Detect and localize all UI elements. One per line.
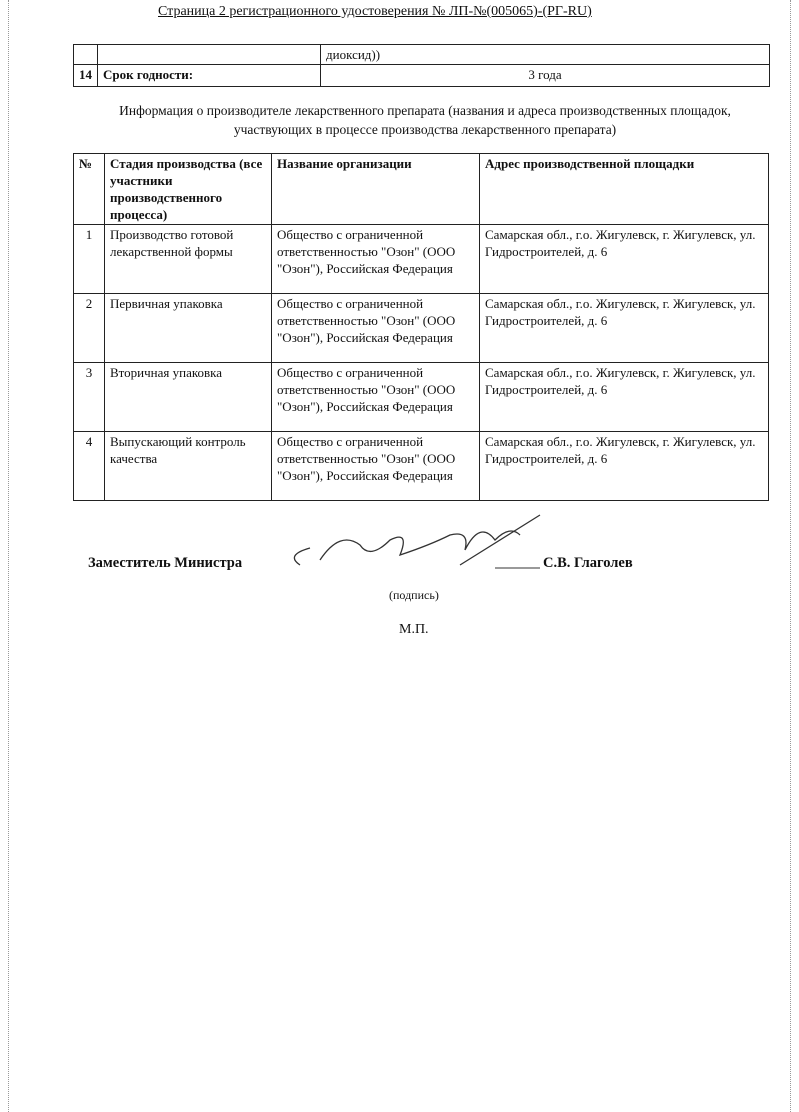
signature-caption: (подпись) bbox=[389, 588, 439, 602]
signatory-name: С.В. Глаголев bbox=[543, 555, 633, 571]
producers-table bbox=[73, 153, 769, 501]
table-row bbox=[74, 225, 769, 294]
production-stage: Производство готовой лекарственной формы bbox=[105, 225, 272, 294]
row-number: 14 bbox=[74, 65, 98, 87]
cell-empty bbox=[74, 45, 98, 65]
scan-edge-right bbox=[790, 0, 793, 1112]
table-row bbox=[74, 294, 769, 363]
site-address: Самарская обл., г.о. Жигулевск, г. Жигулевск, ул. Гидростроителей, д. 6 bbox=[480, 225, 769, 294]
site-address: Самарская обл., г.о. Жигулевск, г. Жигулевск, ул. Гидростроителей, д. 6 bbox=[480, 432, 769, 501]
row-number: 3 bbox=[74, 363, 105, 432]
stamp-place: М.П. bbox=[399, 622, 429, 637]
header-address: Адрес производственной площадки bbox=[480, 154, 769, 225]
row-number: 4 bbox=[74, 432, 105, 501]
header-number: № bbox=[74, 154, 105, 225]
organization-name: Общество с ограниченной ответственностью "Озон" (ООО "Озон"), Российская Федерация bbox=[272, 225, 480, 294]
site-address: Самарская обл., г.о. Жигулевск, г. Жигулевск, ул. Гидростроителей, д. 6 bbox=[480, 294, 769, 363]
top-table bbox=[73, 44, 770, 87]
production-stage: Выпускающий контроль качества bbox=[105, 432, 272, 501]
production-stage: Вторичная упаковка bbox=[105, 363, 272, 432]
shelf-life-value: 3 года bbox=[321, 65, 770, 87]
scan-edge-left bbox=[8, 0, 11, 1112]
organization-name: Общество с ограниченной ответственностью "Озон" (ООО "Озон"), Российская Федерация bbox=[272, 432, 480, 501]
row-number: 2 bbox=[74, 294, 105, 363]
signatory-position: Заместитель Министра bbox=[88, 555, 243, 571]
page-header: Страница 2 регистрационного удостоверения № ЛП-№(005065)-(РГ-RU) bbox=[158, 4, 592, 19]
shelf-life-label: Срок годности: bbox=[98, 65, 321, 87]
continuation-value: диоксид)) bbox=[321, 45, 770, 65]
table-header-row bbox=[74, 154, 769, 225]
site-address: Самарская обл., г.о. Жигулевск, г. Жигулевск, ул. Гидростроителей, д. 6 bbox=[480, 363, 769, 432]
cell-empty bbox=[98, 45, 321, 65]
handwritten-signature bbox=[280, 510, 580, 590]
table-row bbox=[74, 363, 769, 432]
info-heading: Информация о производителе лекарственного препарата (названия и адреса производственных площадок, участвующих в процессе производства лекарственного препарата) bbox=[119, 103, 731, 137]
table-row bbox=[74, 432, 769, 501]
production-stage: Первичная упаковка bbox=[105, 294, 272, 363]
row-number: 1 bbox=[74, 225, 105, 294]
header-stage: Стадия производства (все участники производственного процесса) bbox=[105, 154, 272, 225]
organization-name: Общество с ограниченной ответственностью "Озон" (ООО "Озон"), Российская Федерация bbox=[272, 294, 480, 363]
organization-name: Общество с ограниченной ответственностью "Озон" (ООО "Озон"), Российская Федерация bbox=[272, 363, 480, 432]
header-organization: Название организации bbox=[272, 154, 480, 225]
